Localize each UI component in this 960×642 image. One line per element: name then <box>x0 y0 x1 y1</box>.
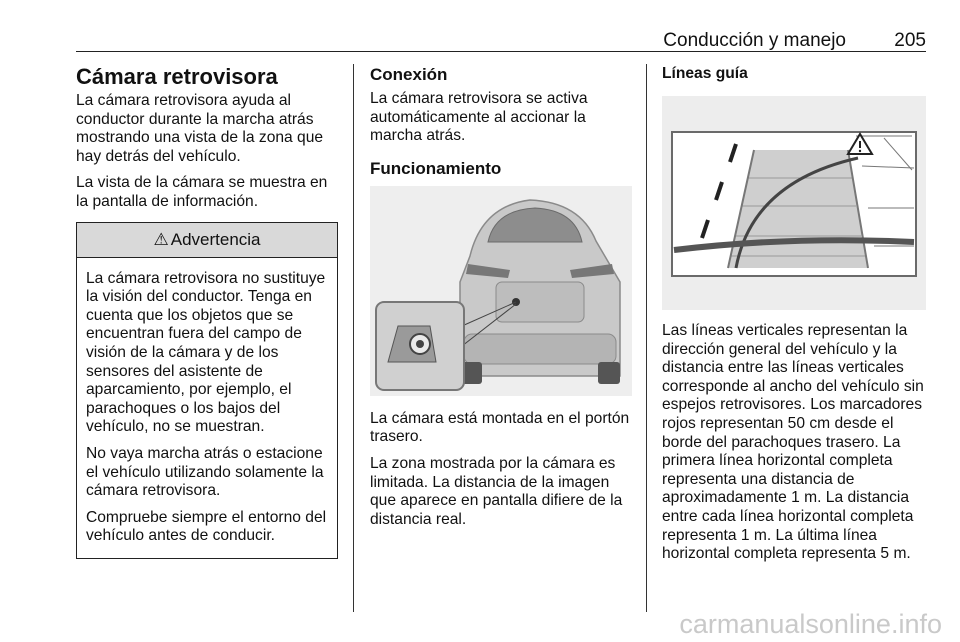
section-title: Conducción y manejo <box>663 30 846 51</box>
paragraph: La cámara retrovisora ayuda al conductor durante la marcha atrás mostrando una vista de la zona que hay detrás del vehículo. <box>76 92 324 165</box>
warning-header <box>77 223 337 258</box>
warning-box <box>76 222 338 559</box>
paragraph: La cámara retrovisora se activa automáticamente al accionar la marcha atrás. <box>370 90 588 145</box>
subheading-lineas-guia: Líneas guía <box>662 65 748 82</box>
column-divider <box>353 64 354 612</box>
warning-paragraph: La cámara retrovisora no sustituye la visión del conductor. Tenga en cuenta que los objetos que se encuentran fuera del campo de visión de la cámara y de los sensores del asistente de aparcamiento, por ejemplo, el parachoques o los bajos del vehículo, no se muestran. <box>86 269 326 436</box>
column-1 <box>76 64 338 559</box>
page-header <box>76 30 926 52</box>
paragraph: La vista de la cámara se muestra en la pantalla de información. <box>76 174 328 210</box>
paragraph: Las líneas verticales representan la dirección general del vehículo y la distancia entre las líneas verticales corresponde al ancho del vehículo sin espejos retrovisores. Los marcadores rojos representan 50 cm desde el borde del parachoques trasero. La primera línea horizontal completa representa una distancia de aproximadamente 1 m. La distancia entre cada línea horizontal completa representa 1 m. La última línea horizontal completa representa 5 m. <box>662 322 924 563</box>
guide-lines-display-illustration <box>662 96 926 310</box>
warning-paragraph: No vaya marcha atrás o estacione el vehículo utilizando solamente la cámara retrovisora. <box>86 444 324 500</box>
paragraph: La zona mostrada por la cámara es limitada. La distancia de la imagen que aparece en pantalla difiere de la distancia real. <box>370 454 623 528</box>
subheading-conexion: Conexión <box>370 65 448 84</box>
column-2 <box>370 64 632 537</box>
header-rule <box>76 51 926 52</box>
section-heading: Cámara retrovisora <box>76 64 278 89</box>
warning-paragraph: Compruebe siempre el entorno del vehículo antes de conducir. <box>86 508 327 545</box>
rear-camera-location-illustration <box>370 186 632 396</box>
subheading-funcionamiento: Funcionamiento <box>370 158 502 178</box>
column-3 <box>662 64 928 572</box>
column-divider <box>646 64 647 612</box>
watermark: carmanualsonline.info <box>679 609 942 639</box>
paragraph: La cámara está montada en el portón trasero. <box>370 409 630 446</box>
page-number: 205 <box>894 30 926 51</box>
warning-heading: Advertencia <box>170 229 261 249</box>
warning-triangle-icon: ⚠ <box>153 229 169 249</box>
warning-body <box>77 258 337 558</box>
